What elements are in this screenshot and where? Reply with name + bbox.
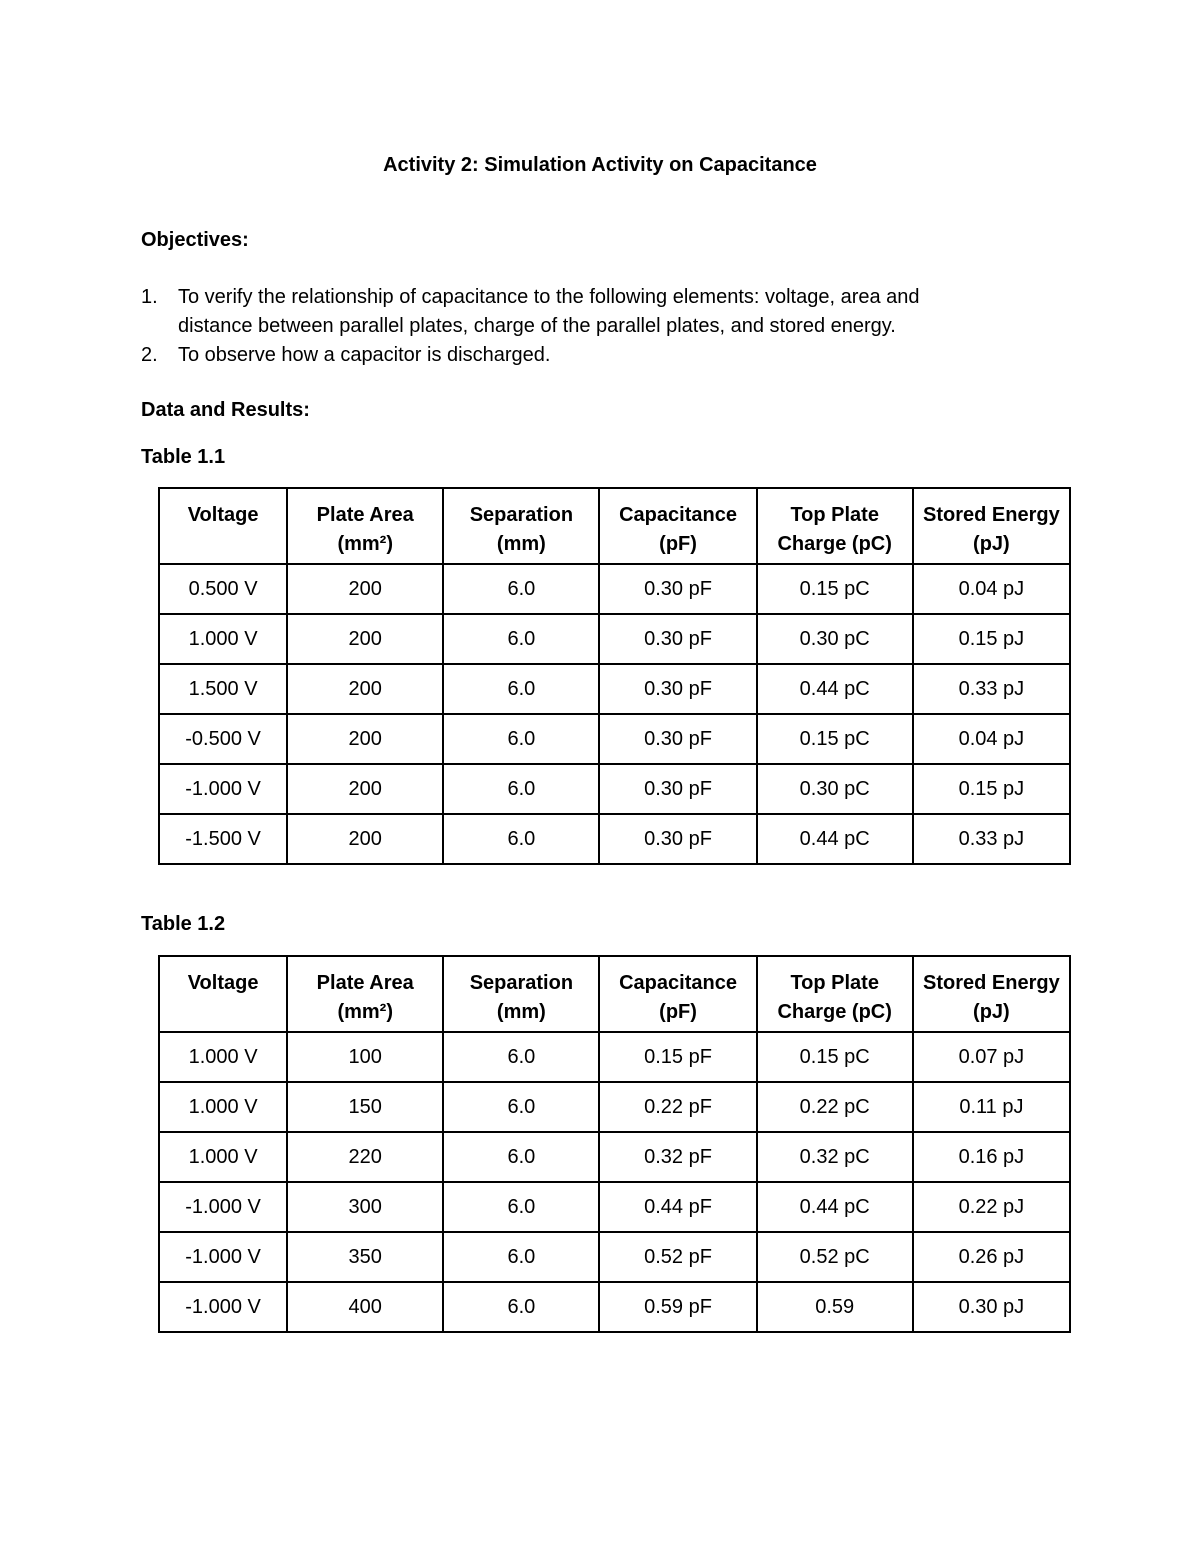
cell-capacitance: 0.32 pF bbox=[599, 1132, 756, 1182]
cell-separation: 6.0 bbox=[443, 814, 599, 864]
cell-stored-energy: 0.33 pJ bbox=[913, 814, 1070, 864]
cell-stored-energy: 0.07 pJ bbox=[913, 1032, 1070, 1082]
cell-voltage: 1.000 V bbox=[159, 1082, 287, 1132]
table-row bbox=[159, 764, 1070, 814]
cell-plate-area: 200 bbox=[287, 814, 443, 864]
cell-capacitance: 0.30 pF bbox=[599, 814, 756, 864]
cell-top-plate-charge: 0.22 pC bbox=[757, 1082, 913, 1132]
cell-capacitance: 0.15 pF bbox=[599, 1032, 756, 1082]
objectives-heading: Objectives: bbox=[141, 229, 249, 251]
objective-text bbox=[178, 283, 920, 341]
cell-top-plate-charge: 0.15 pC bbox=[757, 1032, 913, 1082]
header-separation: Separation (mm) bbox=[443, 956, 599, 1032]
cell-voltage: -1.000 V bbox=[159, 1182, 287, 1232]
cell-separation: 6.0 bbox=[443, 1182, 599, 1232]
header-stored-energy: Stored Energy (pJ) bbox=[913, 488, 1070, 564]
cell-voltage: 1.500 V bbox=[159, 664, 287, 714]
cell-stored-energy: 0.15 pJ bbox=[913, 764, 1070, 814]
table-row bbox=[159, 1282, 1070, 1332]
cell-voltage: -0.500 V bbox=[159, 714, 287, 764]
cell-stored-energy: 0.11 pJ bbox=[913, 1082, 1070, 1132]
table-header-row bbox=[159, 488, 1070, 564]
cell-stored-energy: 0.16 pJ bbox=[913, 1132, 1070, 1182]
table-2 bbox=[158, 955, 1071, 1333]
cell-top-plate-charge: 0.44 pC bbox=[757, 664, 913, 714]
objective-item bbox=[141, 341, 1041, 370]
cell-plate-area: 300 bbox=[287, 1182, 443, 1232]
cell-stored-energy: 0.04 pJ bbox=[913, 564, 1070, 614]
cell-top-plate-charge: 0.32 pC bbox=[757, 1132, 913, 1182]
cell-capacitance: 0.22 pF bbox=[599, 1082, 756, 1132]
data-results-heading: Data and Results: bbox=[141, 399, 310, 421]
cell-separation: 6.0 bbox=[443, 714, 599, 764]
table-row bbox=[159, 1182, 1070, 1232]
cell-capacitance: 0.30 pF bbox=[599, 714, 756, 764]
cell-plate-area: 100 bbox=[287, 1032, 443, 1082]
cell-stored-energy: 0.04 pJ bbox=[913, 714, 1070, 764]
cell-separation: 6.0 bbox=[443, 1032, 599, 1082]
table-row bbox=[159, 814, 1070, 864]
cell-plate-area: 200 bbox=[287, 664, 443, 714]
objective-item bbox=[141, 283, 1041, 341]
table-row bbox=[159, 664, 1070, 714]
cell-stored-energy: 0.22 pJ bbox=[913, 1182, 1070, 1232]
header-capacitance: Capacitance (pF) bbox=[599, 488, 756, 564]
cell-voltage: 1.000 V bbox=[159, 614, 287, 664]
header-separation: Separation (mm) bbox=[443, 488, 599, 564]
table-row bbox=[159, 614, 1070, 664]
table-row bbox=[159, 1082, 1070, 1132]
cell-top-plate-charge: 0.15 pC bbox=[757, 714, 913, 764]
cell-separation: 6.0 bbox=[443, 1282, 599, 1332]
cell-capacitance: 0.30 pF bbox=[599, 764, 756, 814]
cell-top-plate-charge: 0.30 pC bbox=[757, 614, 913, 664]
cell-voltage: -1.000 V bbox=[159, 1282, 287, 1332]
cell-separation: 6.0 bbox=[443, 764, 599, 814]
table-header-row bbox=[159, 956, 1070, 1032]
cell-top-plate-charge: 0.59 bbox=[757, 1282, 913, 1332]
objective-number: 2. bbox=[141, 344, 158, 366]
cell-plate-area: 200 bbox=[287, 714, 443, 764]
cell-plate-area: 220 bbox=[287, 1132, 443, 1182]
cell-separation: 6.0 bbox=[443, 564, 599, 614]
cell-plate-area: 150 bbox=[287, 1082, 443, 1132]
objective-text-line: distance between parallel plates, charge of the parallel plates, and stored energy. bbox=[178, 315, 896, 337]
header-capacitance: Capacitance (pF) bbox=[599, 956, 756, 1032]
table-row bbox=[159, 1032, 1070, 1082]
cell-stored-energy: 0.26 pJ bbox=[913, 1232, 1070, 1282]
cell-voltage: 1.000 V bbox=[159, 1132, 287, 1182]
objective-number: 1. bbox=[141, 286, 158, 308]
table-2-label: Table 1.2 bbox=[141, 913, 226, 935]
objectives-list bbox=[141, 283, 1041, 370]
cell-stored-energy: 0.15 pJ bbox=[913, 614, 1070, 664]
cell-plate-area: 350 bbox=[287, 1232, 443, 1282]
cell-separation: 6.0 bbox=[443, 1232, 599, 1282]
cell-plate-area: 400 bbox=[287, 1282, 443, 1332]
cell-plate-area: 200 bbox=[287, 564, 443, 614]
table-1-label: Table 1.1 bbox=[141, 446, 226, 468]
cell-voltage: 1.000 V bbox=[159, 1032, 287, 1082]
cell-separation: 6.0 bbox=[443, 664, 599, 714]
cell-capacitance: 0.44 pF bbox=[599, 1182, 756, 1232]
cell-separation: 6.0 bbox=[443, 614, 599, 664]
cell-separation: 6.0 bbox=[443, 1132, 599, 1182]
table-row bbox=[159, 714, 1070, 764]
table-row bbox=[159, 1232, 1070, 1282]
table-row bbox=[159, 1132, 1070, 1182]
header-top-plate-charge: Top Plate Charge (pC) bbox=[757, 956, 913, 1032]
header-voltage: Voltage bbox=[159, 956, 287, 1032]
cell-stored-energy: 0.33 pJ bbox=[913, 664, 1070, 714]
cell-capacitance: 0.30 pF bbox=[599, 564, 756, 614]
cell-separation: 6.0 bbox=[443, 1082, 599, 1132]
cell-top-plate-charge: 0.15 pC bbox=[757, 564, 913, 614]
cell-voltage: -1.000 V bbox=[159, 764, 287, 814]
cell-capacitance: 0.52 pF bbox=[599, 1232, 756, 1282]
table-row bbox=[159, 564, 1070, 614]
page-title: Activity 2: Simulation Activity on Capacitance bbox=[383, 154, 817, 176]
header-top-plate-charge: Top Plate Charge (pC) bbox=[757, 488, 913, 564]
cell-voltage: 0.500 V bbox=[159, 564, 287, 614]
header-plate-area: Plate Area (mm²) bbox=[287, 956, 443, 1032]
cell-plate-area: 200 bbox=[287, 614, 443, 664]
cell-top-plate-charge: 0.52 pC bbox=[757, 1232, 913, 1282]
cell-plate-area: 200 bbox=[287, 764, 443, 814]
cell-top-plate-charge: 0.30 pC bbox=[757, 764, 913, 814]
table-1 bbox=[158, 487, 1071, 865]
cell-voltage: -1.500 V bbox=[159, 814, 287, 864]
cell-top-plate-charge: 0.44 pC bbox=[757, 1182, 913, 1232]
header-plate-area: Plate Area (mm²) bbox=[287, 488, 443, 564]
cell-capacitance: 0.30 pF bbox=[599, 664, 756, 714]
objective-text: To observe how a capacitor is discharged. bbox=[178, 344, 551, 366]
cell-capacitance: 0.59 pF bbox=[599, 1282, 756, 1332]
cell-top-plate-charge: 0.44 pC bbox=[757, 814, 913, 864]
cell-stored-energy: 0.30 pJ bbox=[913, 1282, 1070, 1332]
objective-text-line: To verify the relationship of capacitance to the following elements: voltage, area and bbox=[178, 286, 920, 308]
cell-voltage: -1.000 V bbox=[159, 1232, 287, 1282]
header-stored-energy: Stored Energy (pJ) bbox=[913, 956, 1070, 1032]
cell-capacitance: 0.30 pF bbox=[599, 614, 756, 664]
header-voltage: Voltage bbox=[159, 488, 287, 564]
